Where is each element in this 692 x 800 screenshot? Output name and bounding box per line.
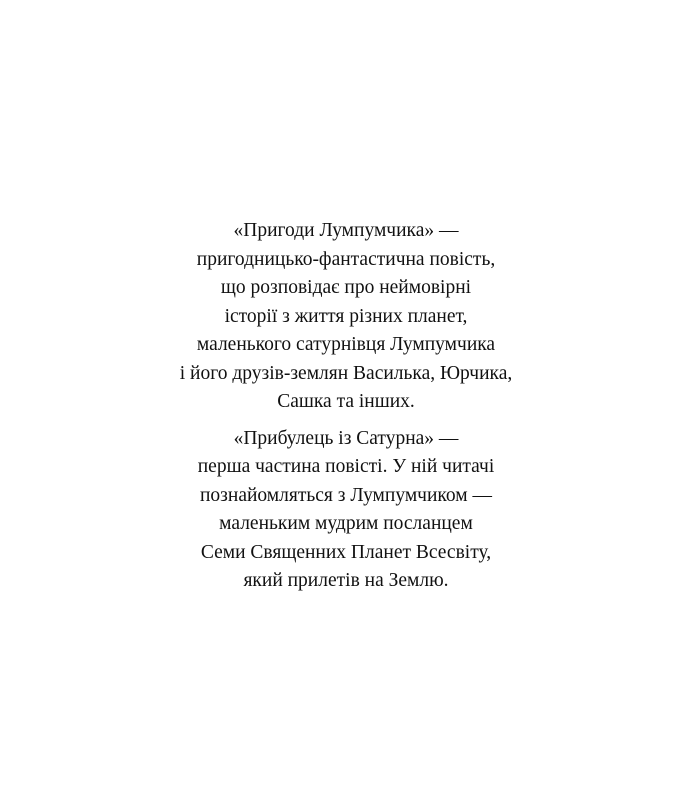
text-line: маленького сатурнівця Лумпумчика <box>196 334 496 355</box>
text-line: який прилетів на Землю. <box>243 570 449 591</box>
text-line: Сашка та інших. <box>277 391 415 412</box>
annotation-paragraph-2 <box>0 425 692 596</box>
text-line: «Пригоди Лумпумчика» — <box>233 220 459 241</box>
annotation-text <box>0 217 692 596</box>
text-line: що розповідає про неймовірні <box>220 277 472 298</box>
text-line: маленьким мудрим посланцем <box>219 513 473 534</box>
text-line: познайомляться з Лумпумчиком — <box>200 484 492 506</box>
annotation-paragraph-1 <box>0 217 692 417</box>
text-line: і його друзів-землян Василька, Юрчика, <box>179 362 513 384</box>
text-line: «Прибулець із Сатурна» — <box>233 427 459 449</box>
text-line: перша частина повісті. У ній читачі <box>197 456 495 477</box>
text-line: історії з життя різних планет, <box>224 305 468 327</box>
text-line: Семи Священних Планет Всесвіту, <box>200 541 492 563</box>
text-line: пригодницько-фантастична повість, <box>196 248 496 270</box>
